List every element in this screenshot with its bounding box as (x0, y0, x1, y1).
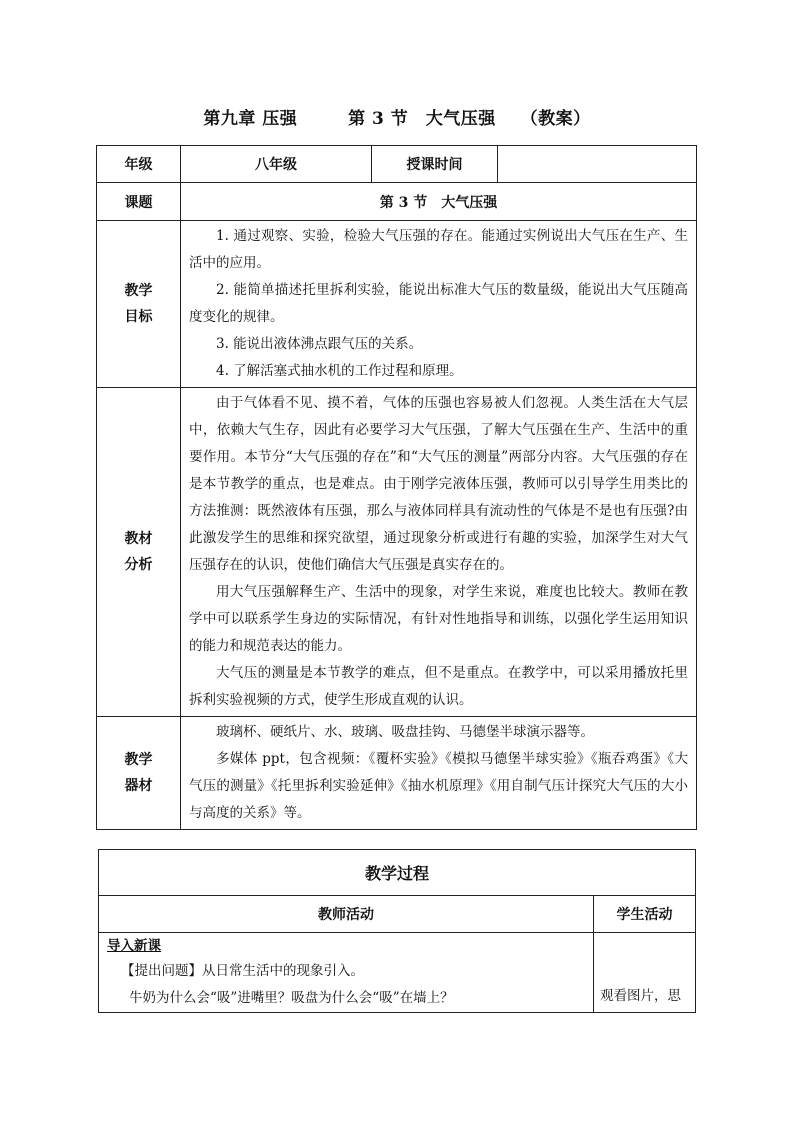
intro-example-line: 牛奶为什么会“吸”进嘴里？吸盘为什么会“吸”在墙上？ (129, 990, 454, 1006)
time-label: 授课时间 (372, 146, 498, 183)
analysis-paragraph: 用大气压强解释生产、生活中的现象，对学生来说，难度也比较大。教师在教学中可以联系学生身边的实际情况，有针对性地指导和训练，以强化学生运用知识的能力和规范表达的能力。 (189, 584, 688, 654)
intro-row (99, 933, 696, 1013)
lesson-info-table (96, 145, 697, 830)
teaching-process-table (98, 849, 696, 1013)
document-title (0, 104, 794, 129)
intro-question-line: 【提出问题】从日常生活中的现象引入。 (121, 963, 364, 979)
materials-label-line2: 器材 (124, 778, 153, 794)
time-value (498, 146, 697, 183)
goal-item: 3. 能说出液体沸点跟气压的关系。 (216, 336, 423, 352)
materials-label-line1: 教学 (124, 752, 153, 768)
grade-label: 年级 (97, 146, 181, 183)
analysis-label-line1: 教材 (124, 531, 153, 547)
analysis-label (97, 388, 181, 717)
doc-kind: （教案） (520, 109, 591, 129)
goals-label (97, 221, 181, 388)
topic-value: 第 3 节 大气压强 (181, 183, 697, 221)
intro-student-cell: 观看图片，思 (594, 933, 696, 1013)
grade-row (97, 146, 697, 183)
goals-row (97, 221, 697, 388)
teacher-activity-header: 教师活动 (99, 896, 594, 933)
intro-heading: 导入新课 (107, 938, 161, 954)
chapter-title: 第九章 压强 (203, 109, 298, 129)
goals-label-line1: 教学 (124, 283, 153, 299)
process-title: 教学过程 (99, 850, 696, 896)
topic-label: 课题 (97, 183, 181, 221)
analysis-paragraph: 由于气体看不见、摸不着，气体的压强也容易被人们忽视。人类生活在大气层中，依赖大气生存，因此有必要学习大气压强，了解大气压强在生产、生活中的重要作用。本节分“大气压强的存在”和“大气压的测量”两部分内容。大气压强的存在是本节教学的重点，也是难点。由于刚学完液体压强，教师可以引导学生用类比的方法推测：既然液体有压强，那么与液体同样具有流动性的气体是不是也有压强?由此激发学生的思维和探究欲望，通过现象分析或进行有趣的实验，加深学生对大气压强存在的认识，使他们确信大气压强是真实存在的。 (189, 395, 688, 573)
goal-item: 1. 通过观察、实验，检验大气压强的存在。能通过实例说出大气压在生产、生活中的应用。 (189, 228, 688, 271)
grade-value: 八年级 (181, 146, 372, 183)
materials-row (97, 717, 697, 830)
topic-row (97, 183, 697, 221)
materials-label (97, 717, 181, 830)
materials-paragraph: 玻璃杯、硬纸片、水、玻璃、吸盘挂钩、马德堡半球演示器等。 (216, 724, 594, 740)
goals-label-line2: 目标 (124, 309, 153, 325)
goal-item: 2. 能简单描述托里拆利实验，能说出标准大气压的数量级，能说出大气压随高度变化的规律。 (189, 282, 688, 325)
analysis-row (97, 388, 697, 717)
process-title-row (99, 850, 696, 896)
analysis-label-line2: 分析 (124, 557, 153, 573)
materials-paragraph: 多媒体 ppt，包含视频：《覆杯实验》《模拟马德堡半球实验》《瓶吞鸡蛋》《大气压的测量》《托里拆利实验延伸》《抽水机原理》《用自制气压计探究大气压的大小与高度的关系》等。 (189, 751, 688, 821)
student-activity-header: 学生活动 (594, 896, 696, 933)
section-title: 第 3 节 大气压强 (348, 109, 496, 129)
process-header-row (99, 896, 696, 933)
goals-content (181, 221, 697, 388)
analysis-content (181, 388, 697, 717)
goal-item: 4. 了解活塞式抽水机的工作过程和原理。 (216, 363, 463, 379)
intro-teacher-cell (99, 933, 594, 1013)
materials-content (181, 717, 697, 830)
analysis-paragraph: 大气压的测量是本节教学的难点，但不是重点。在教学中，可以采用播放托里拆利实验视频的方式，使学生形成直观的认识。 (189, 665, 688, 708)
